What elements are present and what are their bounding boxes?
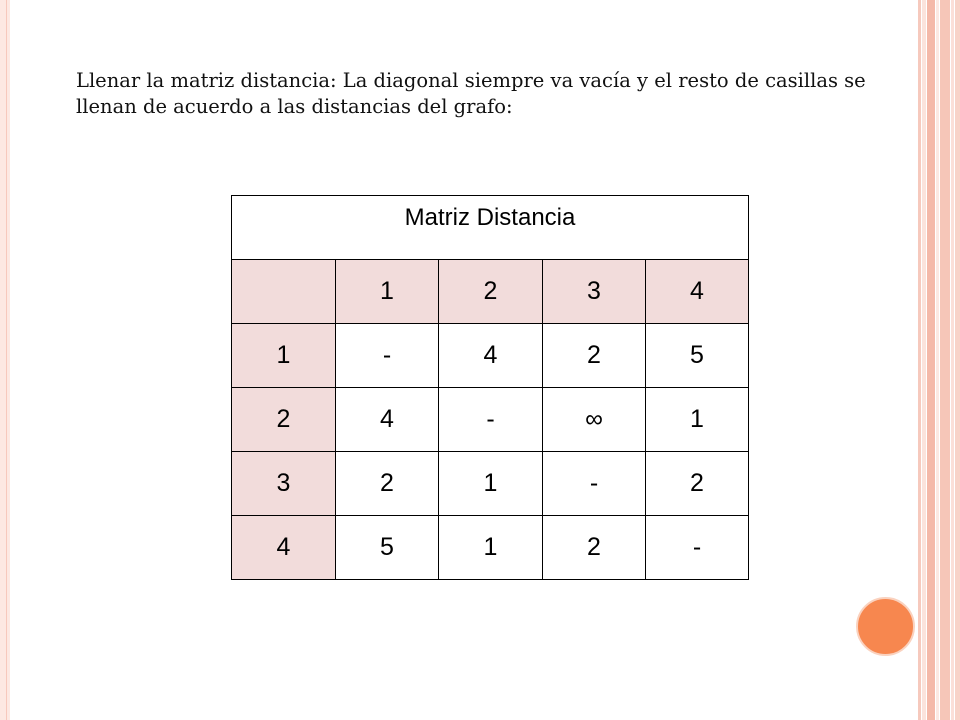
column-header-cell: 4	[646, 260, 749, 324]
matrix-cell: -	[439, 388, 543, 452]
matrix-row	[232, 324, 749, 388]
column-header-cell: 2	[439, 260, 543, 324]
column-header-cell: 1	[336, 260, 439, 324]
distance-matrix-table	[231, 195, 749, 580]
instruction-text: Llenar la matriz distancia: La diagonal siempre va vacía y el resto de casillas se llenan de acuerdo a las distancias del grafo:	[76, 69, 866, 118]
matrix-cell: 5	[336, 516, 439, 580]
matrix-row	[232, 516, 749, 580]
matrix-row	[232, 388, 749, 452]
matrix-cell: 4	[336, 388, 439, 452]
row-header-cell: 2	[232, 388, 336, 452]
matrix-cell: 1	[646, 388, 749, 452]
row-header-cell: 1	[232, 324, 336, 388]
matrix-cell: 1	[439, 516, 543, 580]
matrix-cell: ∞	[543, 388, 646, 452]
matrix-cell: -	[336, 324, 439, 388]
slide-left-border	[0, 0, 10, 720]
matrix-title-row	[232, 196, 749, 260]
matrix-cell: 2	[543, 516, 646, 580]
matrix-corner-cell	[232, 260, 336, 324]
row-header-cell: 3	[232, 452, 336, 516]
matrix-cell: -	[543, 452, 646, 516]
matrix-cell: 1	[439, 452, 543, 516]
matrix-title: Matriz Distancia	[232, 196, 749, 260]
matrix-cell: 5	[646, 324, 749, 388]
matrix-cell: -	[646, 516, 749, 580]
matrix-cell: 2	[543, 324, 646, 388]
column-header-cell: 3	[543, 260, 646, 324]
row-header-cell: 4	[232, 516, 336, 580]
matrix-cell: 4	[439, 324, 543, 388]
matrix-cell: 2	[646, 452, 749, 516]
decorative-circle	[856, 597, 915, 656]
matrix-cell: 2	[336, 452, 439, 516]
matrix-header-row	[232, 260, 749, 324]
matrix-row	[232, 452, 749, 516]
decorative-stripes	[918, 0, 960, 720]
